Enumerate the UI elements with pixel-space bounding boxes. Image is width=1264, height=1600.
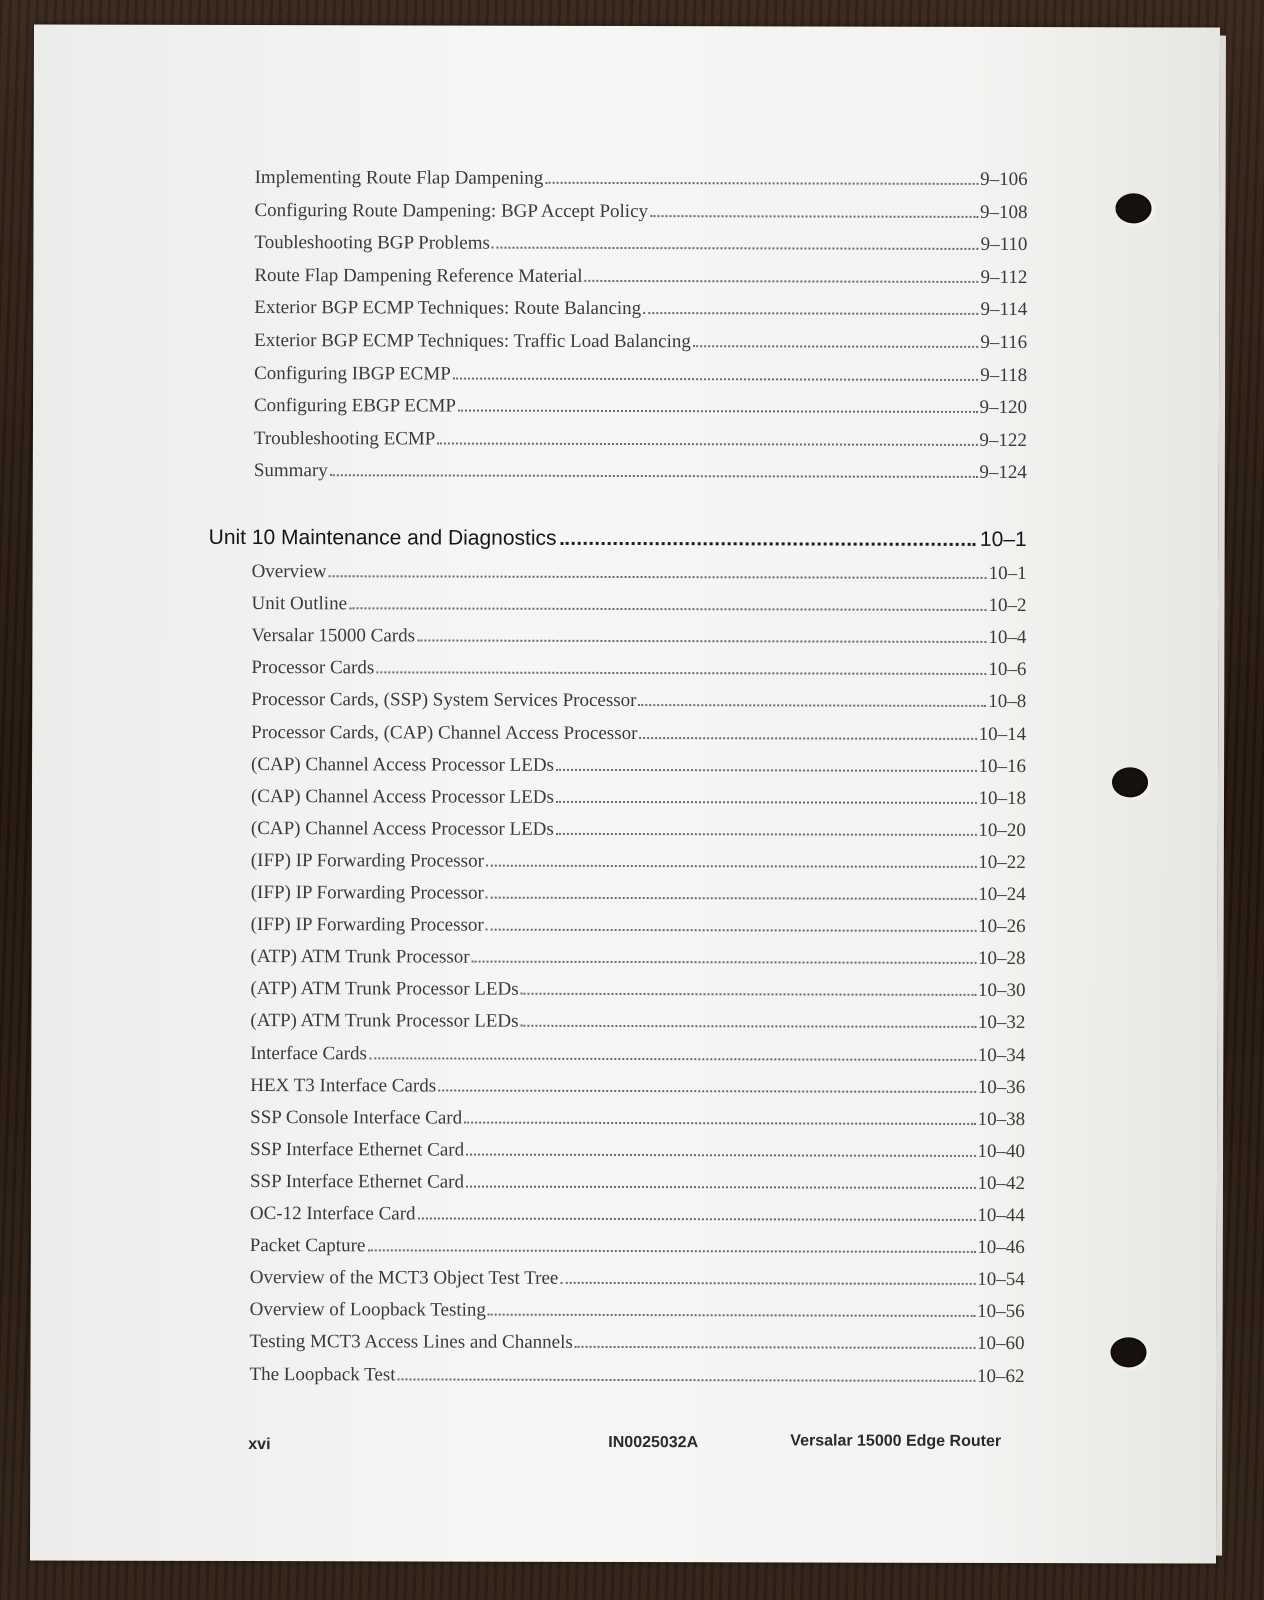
dot-leader	[638, 686, 986, 707]
toc-entry	[252, 557, 1027, 586]
toc-entry-page: 10–32	[977, 1012, 1026, 1034]
toc-entry	[251, 942, 1026, 971]
footer-page-number: xvi	[248, 1436, 271, 1454]
toc-entry	[250, 1263, 1025, 1292]
dot-leader	[376, 654, 986, 676]
toc-entry-page: 10–30	[977, 980, 1026, 1002]
dot-leader	[349, 589, 987, 611]
toc-entry-title: SSP Console Interface Card	[250, 1106, 463, 1129]
dot-leader	[492, 229, 979, 250]
toc-entry	[250, 1006, 1025, 1035]
dot-leader	[521, 1007, 976, 1028]
toc-entry-page: 9–114	[980, 299, 1028, 321]
toc-entry-page: 9–112	[980, 266, 1028, 288]
dot-leader	[545, 164, 978, 185]
dot-leader	[560, 1264, 975, 1285]
toc-entry	[254, 391, 1027, 420]
toc-entry	[255, 163, 1028, 192]
toc-entry-title: Packet Capture	[249, 1235, 366, 1257]
toc-entry	[250, 1167, 1025, 1196]
toc-entry	[251, 846, 1026, 875]
toc-entry	[250, 1071, 1025, 1100]
toc-entry-title: Testing MCT3 Access Lines and Channels	[249, 1331, 573, 1354]
dot-leader	[556, 783, 977, 804]
toc-entry	[254, 196, 1027, 225]
toc-entry-title: Overview of Loopback Testing	[249, 1299, 486, 1321]
toc-entry-page: 10–44	[977, 1204, 1025, 1227]
toc-entry	[254, 326, 1027, 355]
toc-entry-title: HEX T3 Interface Cards	[250, 1074, 437, 1097]
dot-leader	[693, 327, 979, 348]
toc-entry-title: Interface Cards	[250, 1042, 367, 1064]
toc-entry-page: 10–34	[977, 1044, 1026, 1066]
toc-entry-page: 9–120	[979, 397, 1028, 419]
dot-leader	[561, 523, 976, 546]
toc-entry	[250, 1103, 1025, 1132]
toc-entry-page: 10–42	[977, 1172, 1026, 1194]
toc-entry-page: 9–108	[979, 201, 1028, 223]
dot-leader	[369, 1039, 976, 1061]
toc-entry-page: 10–22	[978, 851, 1026, 873]
toc-entry	[250, 1295, 1025, 1324]
toc-entry	[250, 1135, 1025, 1164]
toc-entry	[251, 814, 1026, 843]
toc-entry-page: 10–1	[988, 562, 1027, 585]
toc-entry	[249, 1360, 1024, 1389]
dot-leader	[575, 1328, 975, 1349]
dot-leader	[585, 262, 979, 283]
toc-entry-title: Troubleshooting ECMP	[253, 427, 436, 450]
dot-leader	[328, 557, 986, 579]
toc-entry-page: 9–122	[979, 429, 1027, 451]
toc-entry-title: Unit 10 Maintenance and Diagnostics	[208, 525, 557, 550]
toc-entry-title: (ATP) ATM Trunk Processor LEDs	[250, 978, 519, 1001]
toc-entry	[251, 621, 1026, 650]
toc-entry-page: 10–40	[977, 1140, 1026, 1162]
toc-entry	[250, 1039, 1025, 1068]
dot-leader	[464, 1103, 976, 1124]
toc-entry-title: OC-12 Interface Card	[249, 1203, 416, 1225]
toc-entry-title: Processor Cards	[251, 657, 375, 679]
toc-entry-page: 10–4	[988, 627, 1027, 649]
dot-leader	[437, 424, 977, 445]
toc-entry-page: 10–54	[977, 1269, 1025, 1291]
toc-entry-title: Exterior BGP ECMP Techniques: Traffic Load Balancing	[254, 330, 691, 353]
toc-entry	[251, 653, 1026, 682]
dot-leader	[466, 1167, 976, 1188]
toc-entry-title: Processor Cards, (CAP) Channel Access Processor	[251, 721, 638, 744]
toc-entry	[251, 878, 1026, 907]
document-page	[30, 24, 1220, 1563]
toc-entry-page: 9–106	[980, 168, 1028, 191]
toc-entry-title: Toubleshooting BGP Problems	[254, 232, 490, 254]
unit-heading	[209, 522, 1027, 553]
toc-entry-title: (IFP) IP Forwarding Processor	[250, 914, 484, 936]
toc-entry-title: SSP Interface Ethernet Card	[249, 1170, 465, 1193]
toc-entry-page: 10–14	[978, 723, 1027, 745]
toc-entry-title: Overview of the MCT3 Object Test Tree	[249, 1267, 559, 1290]
footer-doc-id: IN0025032A	[608, 1433, 699, 1452]
dot-leader	[639, 719, 976, 740]
dot-leader	[521, 975, 976, 996]
toc-entry	[254, 359, 1027, 388]
toc-entry-page: 9–124	[979, 462, 1027, 484]
toc-entry-title: (ATP) ATM Trunk Processor LEDs	[250, 1010, 519, 1033]
toc-entry-title: (CAP) Channel Access Processor LEDs	[250, 785, 554, 808]
toc-entry-page: 10–20	[978, 819, 1026, 841]
toc-entry-title: (ATP) ATM Trunk Processor	[250, 946, 470, 968]
toc-entry-title: Route Flap Dampening Reference Material	[254, 264, 583, 287]
toc-entry-page: 10–18	[978, 787, 1027, 809]
toc-entry	[251, 589, 1026, 618]
dot-leader	[650, 197, 978, 218]
toc-entry	[251, 782, 1026, 811]
toc-entry-title: Unit Outline	[251, 593, 348, 615]
dot-leader	[556, 815, 977, 836]
toc-entry	[254, 261, 1027, 290]
dot-leader	[330, 457, 978, 479]
dot-leader	[453, 359, 979, 380]
toc-entry-title: Configuring IBGP ECMP	[254, 362, 451, 385]
toc-entry-page: 10–56	[977, 1301, 1025, 1323]
dot-leader	[486, 879, 976, 900]
toc-entry-page: 10–16	[978, 755, 1027, 777]
toc-entry	[250, 1231, 1025, 1260]
toc-entry	[250, 1199, 1025, 1228]
dot-leader	[458, 392, 978, 413]
toc-entry	[251, 718, 1026, 747]
toc-entry	[251, 685, 1026, 714]
dot-leader	[486, 847, 976, 868]
toc-entry-page: 10–46	[977, 1237, 1025, 1259]
footer-product-name: Versalar 15000 Edge Router	[790, 1432, 1002, 1450]
toc-entry-title: Configuring EBGP ECMP	[253, 395, 457, 417]
toc-entry-title: (CAP) Channel Access Processor LEDs	[250, 817, 554, 840]
toc-entry-page: 9–118	[980, 364, 1028, 386]
toc-entry-title: Configuring Route Dampening: BGP Accept Policy	[254, 199, 649, 222]
dot-leader	[488, 1296, 975, 1317]
dot-leader	[418, 1199, 976, 1220]
toc-entry-page: 10–26	[978, 916, 1026, 938]
toc-entry	[254, 424, 1027, 453]
dot-leader	[486, 911, 976, 932]
dot-leader	[556, 750, 977, 771]
toc-entry-title: Exterior BGP ECMP Techniques: Route Balancing	[254, 297, 642, 320]
dot-leader	[398, 1360, 975, 1382]
toc-entry-title: Implementing Route Flap Dampening	[254, 167, 544, 189]
dot-leader	[438, 1071, 976, 1092]
toc-entry-page: 10–6	[988, 659, 1027, 681]
toc-entry-title: Versalar 15000 Cards	[251, 625, 416, 647]
dot-leader	[367, 1231, 975, 1253]
toc-entry	[254, 228, 1027, 257]
toc-entry-title: (IFP) IP Forwarding Processor	[250, 882, 484, 904]
toc-entry-title: (CAP) Channel Access Processor LEDs	[251, 753, 555, 776]
toc-entry-page: 9–110	[980, 234, 1028, 256]
toc-entry	[254, 456, 1027, 485]
toc-entry-page: 10–60	[977, 1333, 1025, 1355]
toc-entry-page: 10–36	[977, 1076, 1026, 1098]
toc-entry-page: 10–38	[977, 1108, 1026, 1130]
toc-entry-page: 10–28	[978, 948, 1026, 970]
table-of-contents	[30, 24, 1220, 1563]
toc-entry	[250, 1327, 1025, 1356]
toc-entry-title: (IFP) IP Forwarding Processor	[250, 849, 484, 872]
dot-leader	[417, 622, 986, 643]
toc-entry-page: 9–116	[980, 331, 1028, 354]
toc-entry-page: 10–8	[988, 691, 1027, 713]
toc-entry-page: 10–24	[978, 883, 1026, 906]
toc-entry	[250, 974, 1025, 1003]
toc-entry-title: Summary	[253, 460, 328, 482]
toc-entry-title: SSP Interface Ethernet Card	[250, 1138, 465, 1161]
toc-entry-page: 10–2	[988, 595, 1027, 617]
toc-entry-title: Processor Cards, (SSP) System Services Processor	[251, 689, 637, 712]
dot-leader	[472, 943, 976, 964]
toc-entry-title: Overview	[251, 561, 327, 583]
toc-entry	[251, 750, 1026, 779]
toc-entry	[251, 910, 1026, 939]
dot-leader	[466, 1135, 976, 1156]
toc-entry-page: 10–1	[979, 527, 1027, 552]
toc-entry-title: The Loopback Test	[249, 1363, 396, 1385]
toc-entry	[254, 293, 1027, 322]
dot-leader	[643, 294, 978, 315]
toc-entry-page: 10–62	[976, 1365, 1025, 1387]
